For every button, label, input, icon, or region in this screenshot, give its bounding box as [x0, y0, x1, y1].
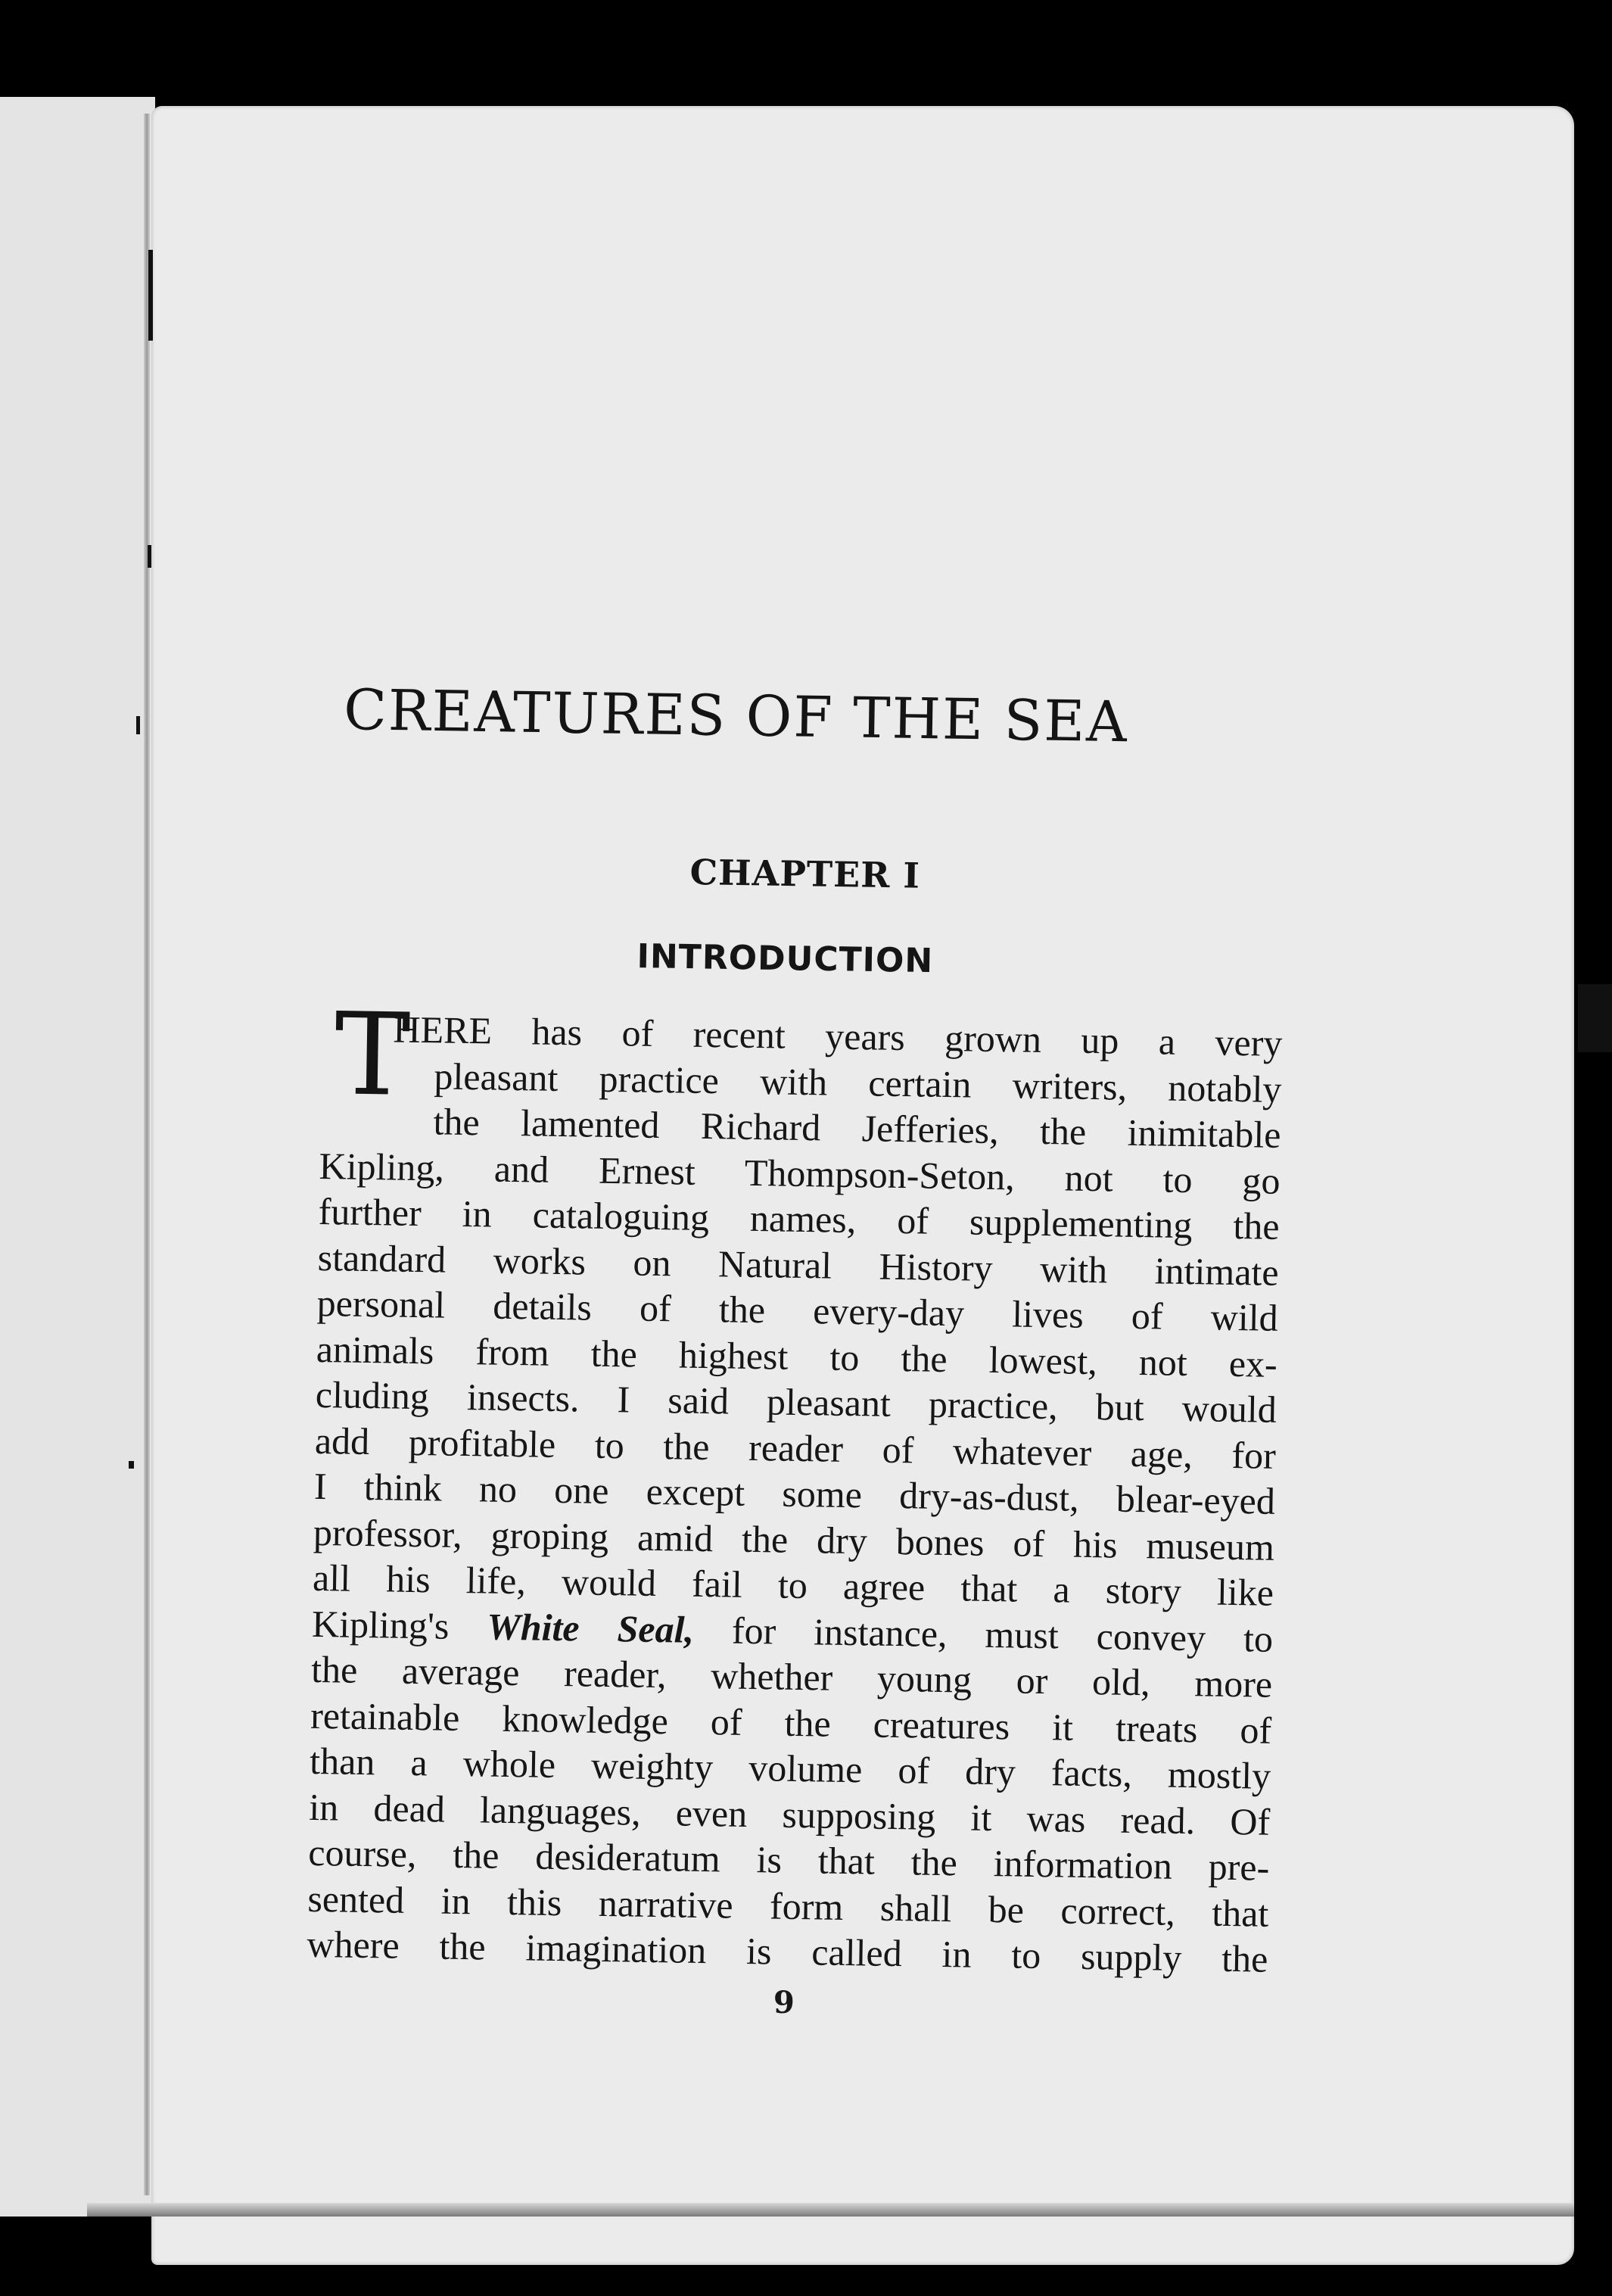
text-line: in dead languages, even supposing it was read. Of — [308, 1785, 1271, 1843]
body-text — [307, 989, 1283, 1982]
scan-speck — [129, 1461, 134, 1469]
text-line: standard works on Natural History with intimate — [317, 1235, 1280, 1294]
text-line: further in cataloguing names, of supplementing the — [318, 1189, 1281, 1248]
drop-cap: T — [333, 989, 412, 1122]
text-line: course, the desideratum is that the information pre- — [307, 1830, 1270, 1889]
text-line: animals from the highest to the lowest, not ex- — [316, 1327, 1278, 1385]
page-number: 9 — [773, 1985, 795, 2020]
text-line: where the imagination is called in to supply the — [307, 1922, 1268, 1980]
text-line: I think no one except some dry-as-dust, blear-eyed — [313, 1464, 1276, 1522]
text-line: retainable knowledge of the creatures it treats of — [310, 1693, 1272, 1752]
book-title: CREATURES OF THE SEA — [343, 678, 1129, 755]
page-gutter — [144, 114, 150, 2195]
text-line: professor, groping amid the dry bones of his museum — [313, 1510, 1275, 1569]
chapter-heading: CHAPTER I — [689, 852, 921, 896]
text-line: pleasant practice with certain writers, notably — [434, 1054, 1282, 1111]
book-reference-italic: White Seal, — [486, 1605, 695, 1651]
section-heading: INTRODUCTION — [636, 937, 934, 981]
scan-speck — [136, 716, 140, 734]
text-line: Kipling, and Ernest Thompson-Seton, not to go — [319, 1144, 1281, 1202]
text-segment: Kipling's — [311, 1602, 487, 1648]
text-line: all his life, would fail to agree that a story like — [312, 1556, 1274, 1614]
text-line: personal details of the every-day lives of wild — [316, 1281, 1279, 1339]
facing-page-edge — [0, 97, 155, 2217]
scan-speck — [1578, 984, 1612, 1052]
scan-speck — [148, 250, 153, 341]
text-line: the lamented Richard Jefferies, the inimitable — [433, 1100, 1281, 1156]
text-line: HERE has of recent years grown up a very — [393, 1008, 1283, 1064]
text-line: sented in this narrative form shall be correct, that — [307, 1877, 1269, 1935]
text-line: than a whole weighty volume of dry facts, mostly — [309, 1739, 1271, 1797]
text-line: add profitable to the reader of whatever age, for — [314, 1419, 1277, 1477]
text-segment: for instance, must convey to — [693, 1608, 1274, 1660]
page-bottom-edge — [87, 2203, 1574, 2217]
scan-speck — [148, 545, 151, 568]
text-line: the average reader, whether young or old, more — [310, 1647, 1273, 1706]
text-line: cluding insects. I said pleasant practice, but would — [315, 1372, 1277, 1431]
